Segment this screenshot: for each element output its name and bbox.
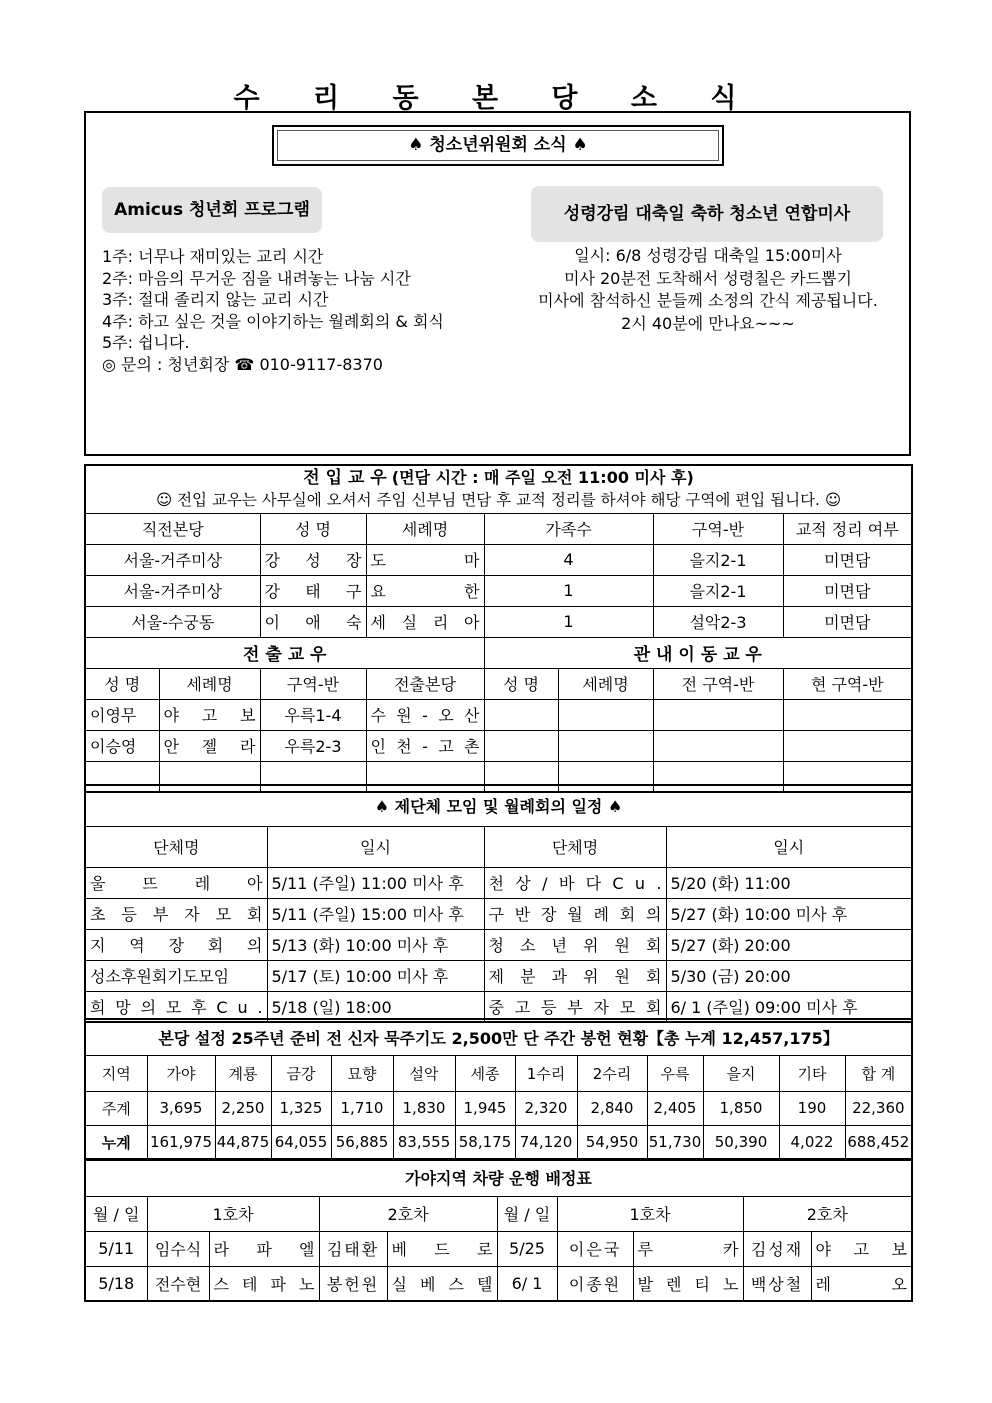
- header-cell: 일시: [666, 826, 912, 867]
- table-row: [85, 1231, 912, 1266]
- cell: 천 상 / 바 다 C u .: [484, 867, 666, 898]
- cell: 6/ 1: [497, 1266, 557, 1301]
- cell: 중 고 등 부 자 모 회: [484, 991, 666, 1022]
- cell: 레 오: [811, 1266, 912, 1301]
- cell: 안 젤 라: [159, 730, 260, 761]
- cell: 2,250: [215, 1091, 271, 1125]
- mass-title: 성령강림 대축일 축하 청소년 연합미사: [531, 186, 883, 242]
- cell: 요 한: [366, 575, 484, 606]
- cell: 22,360: [845, 1091, 912, 1125]
- cell: 야 고 보: [811, 1231, 912, 1266]
- cell: 루 카: [633, 1231, 743, 1266]
- cell: [484, 730, 558, 761]
- cell: 1,850: [703, 1091, 779, 1125]
- youth-news-box: [84, 111, 911, 456]
- vehicle-table: [84, 1158, 913, 1302]
- rosary-table: [84, 1018, 913, 1161]
- cell: 계룡: [215, 1055, 271, 1091]
- cell: 1,945: [455, 1091, 515, 1125]
- cell: 이영무: [85, 699, 159, 730]
- header-cell: 2호차: [743, 1196, 912, 1231]
- cell: 서울-수궁동: [85, 606, 260, 637]
- table-row: [85, 575, 912, 606]
- cell: 을지: [703, 1055, 779, 1091]
- cell: 1,325: [271, 1091, 331, 1125]
- cell: 김성재: [743, 1231, 811, 1266]
- cell: 6/ 1 (주일) 09:00 미사 후: [666, 991, 912, 1022]
- meetings-table: [84, 784, 913, 1023]
- header-cell: 일시: [267, 826, 484, 867]
- header-cell: 세례명: [366, 513, 484, 544]
- cell: 설악2-3: [653, 606, 783, 637]
- cell: 백상철: [743, 1266, 811, 1301]
- table-row: [85, 730, 912, 761]
- cell: 우륵1-4: [260, 699, 366, 730]
- list-item: 미사에 참석하신 분들께 소정의 간식 제공됩니다.: [538, 291, 878, 310]
- cell: 야 고 보: [159, 699, 260, 730]
- cell: 발 렌 티 노: [633, 1266, 743, 1301]
- cell: 가야: [147, 1055, 215, 1091]
- cell: 5/25: [497, 1231, 557, 1266]
- cell: 강 태 구: [260, 575, 366, 606]
- row-label: 주계: [85, 1091, 147, 1125]
- list-item: 미사 20분전 도착해서 성령칠은 카드뽑기: [564, 268, 852, 288]
- header-cell: 직전본당: [85, 513, 260, 544]
- cell: 김태환: [319, 1231, 387, 1266]
- list-item: 4주: 하고 싶은 것을 이야기하는 월례회의 & 회식: [102, 311, 444, 331]
- cell: 도 마: [366, 544, 484, 575]
- cell: 64,055: [271, 1125, 331, 1160]
- cell: 강 성 장: [260, 544, 366, 575]
- cell: 성소후원회기도모임: [85, 960, 267, 991]
- cell: 울 뜨 레 아: [85, 867, 267, 898]
- header-cell: 전출본당: [366, 668, 484, 699]
- cell: 4: [484, 544, 653, 575]
- amicus-title: Amicus 청년회 프로그램: [102, 187, 322, 233]
- cell: 청 소 년 위 원 회: [484, 929, 666, 960]
- cell: [783, 699, 912, 730]
- header-cell: 성 명: [484, 668, 558, 699]
- cell: 서울-거주미상: [85, 575, 260, 606]
- transfer-out-title: 전 출 교 우: [85, 637, 484, 668]
- cell: 이 애 숙: [260, 606, 366, 637]
- cell: 1: [484, 606, 653, 637]
- cell: 74,120: [515, 1125, 577, 1160]
- cell: 83,555: [393, 1125, 455, 1160]
- cell: 을지2-1: [653, 575, 783, 606]
- cell: 우륵2-3: [260, 730, 366, 761]
- cell: 1,830: [393, 1091, 455, 1125]
- cell: 우륵: [647, 1055, 703, 1091]
- cell: 미면담: [783, 606, 912, 637]
- list-item: 1주: 너무나 재미있는 교리 시간: [102, 247, 324, 266]
- cell: 봉헌원: [319, 1266, 387, 1301]
- cell: 세종: [455, 1055, 515, 1091]
- cell: 을지2-1: [653, 544, 783, 575]
- cell: 5/11 (주일) 11:00 미사 후: [267, 867, 484, 898]
- header-cell: 2호차: [319, 1196, 497, 1231]
- cell: [484, 699, 558, 730]
- rosary-title: 본당 설정 25주년 준비 전 신자 묵주기도 2,500만 단 주간 봉헌 현황【총 누계 12,457,175】: [85, 1019, 912, 1055]
- cell: 구 반 장 월 례 회 의: [484, 898, 666, 929]
- table-row: [85, 929, 912, 960]
- transfer-table: [84, 464, 913, 793]
- cell: 설악: [393, 1055, 455, 1091]
- cell: 5/13 (화) 10:00 미사 후: [267, 929, 484, 960]
- cell: [558, 730, 653, 761]
- table-row: [85, 867, 912, 898]
- cell: 수 원 - 오 산: [366, 699, 484, 730]
- page-title: 수 리 동 본 당 소 식: [233, 83, 759, 114]
- header-cell: 세례명: [159, 668, 260, 699]
- cell: 미면담: [783, 544, 912, 575]
- cell: 3,695: [147, 1091, 215, 1125]
- cell: [783, 730, 912, 761]
- cell: 56,885: [331, 1125, 393, 1160]
- youth-banner: ♠ 청소년위원회 소식 ♠: [272, 125, 724, 166]
- transfer-in-title: 전 입 교 우: [303, 468, 387, 489]
- cell: 5/18: [85, 1266, 147, 1301]
- transfer-in-notice: ☺ 전입 교우는 사무실에 오셔서 주임 신부님 면담 후 교적 정리를 하셔야 해당 구역에 편입 됩니다. ☺: [156, 491, 842, 510]
- cell: 인 천 - 고 촌: [366, 730, 484, 761]
- row-label: 누계: [85, 1125, 147, 1160]
- cell: 라 파 엘: [209, 1231, 319, 1266]
- header-cell: 구역-반: [260, 668, 366, 699]
- cell: 1: [484, 575, 653, 606]
- header-cell: 교적 정리 여부: [783, 513, 912, 544]
- cell: 50,390: [703, 1125, 779, 1160]
- cell: 58,175: [455, 1125, 515, 1160]
- cell: 51,730: [647, 1125, 703, 1160]
- list-item: 일시: 6/8 성령강림 대축일 15:00미사: [574, 246, 842, 265]
- cell: 지 역 장 회 의: [85, 929, 267, 960]
- cell: 이승영: [85, 730, 159, 761]
- list-item: 2시 40분에 만나요~~~: [621, 313, 795, 333]
- cell: 2수리: [577, 1055, 647, 1091]
- cell: 1수리: [515, 1055, 577, 1091]
- cell: 5/11 (주일) 15:00 미사 후: [267, 898, 484, 929]
- transfer-in-note: (면담 시간 : 매 주일 오전 11:00 미사 후): [391, 468, 694, 488]
- list-item: 5주: 쉽니다.: [102, 333, 190, 352]
- cell: 미면담: [783, 575, 912, 606]
- list-item: 3주: 절대 졸리지 않는 교리 시간: [102, 290, 329, 309]
- header-cell: 현 구역-반: [783, 668, 912, 699]
- cell: 이종원: [557, 1266, 633, 1301]
- header-cell: 세례명: [558, 668, 653, 699]
- cell: 4,022: [779, 1125, 845, 1160]
- cell: 제 분 과 위 원 회: [484, 960, 666, 991]
- cell: 서울-거주미상: [85, 544, 260, 575]
- header-cell: 성 명: [85, 668, 159, 699]
- cell: 스 테 파 노: [209, 1266, 319, 1301]
- cell: 전수현: [147, 1266, 209, 1301]
- table-row: [85, 544, 912, 575]
- table-row: [85, 898, 912, 929]
- header-cell: 1호차: [147, 1196, 319, 1231]
- cell: 합 계: [845, 1055, 912, 1091]
- cell: [558, 699, 653, 730]
- cell: 1,710: [331, 1091, 393, 1125]
- cell: 688,452: [845, 1125, 912, 1160]
- header-cell: 구역-반: [653, 513, 783, 544]
- table-row: [85, 606, 912, 637]
- contact-line: ◎ 문의 : 청년회장 ☎ 010-9117-8370: [102, 354, 383, 374]
- cell: 161,975: [147, 1125, 215, 1160]
- cell: 5/18 (일) 18:00: [267, 991, 484, 1022]
- cell: 2,320: [515, 1091, 577, 1125]
- cell: 5/17 (토) 10:00 미사 후: [267, 960, 484, 991]
- cell: [653, 699, 783, 730]
- header-cell: 월 / 일: [85, 1196, 147, 1231]
- header-cell: 단체명: [484, 826, 666, 867]
- cell: 2,405: [647, 1091, 703, 1125]
- header-cell: 1호차: [557, 1196, 743, 1231]
- cell: 5/11: [85, 1231, 147, 1266]
- header-cell: 성 명: [260, 513, 366, 544]
- header-cell: 전 구역-반: [653, 668, 783, 699]
- cell: 금강: [271, 1055, 331, 1091]
- cell: 희 망 의 모 후 C u .: [85, 991, 267, 1022]
- cell: 44,875: [215, 1125, 271, 1160]
- cell: 이은국: [557, 1231, 633, 1266]
- cell: 임수식: [147, 1231, 209, 1266]
- cell: 2,840: [577, 1091, 647, 1125]
- meetings-title: ♠ 제단체 모임 및 월례회의 일정 ♠: [85, 785, 912, 826]
- row-label: 지역: [85, 1055, 147, 1091]
- cell: 묘향: [331, 1055, 393, 1091]
- cell: 5/20 (화) 11:00: [666, 867, 912, 898]
- cell: 초 등 부 자 모 회: [85, 898, 267, 929]
- cell: 5/27 (화) 20:00: [666, 929, 912, 960]
- header-cell: 월 / 일: [497, 1196, 557, 1231]
- cell: 54,950: [577, 1125, 647, 1160]
- cell: 세 실 리 아: [366, 606, 484, 637]
- mass-info: [506, 245, 910, 335]
- cell: 5/27 (화) 10:00 미사 후: [666, 898, 912, 929]
- table-row: [85, 699, 912, 730]
- transfer-in-header: [85, 465, 912, 513]
- cell: 5/30 (금) 20:00: [666, 960, 912, 991]
- amicus-program-list: [102, 246, 444, 375]
- cell: [653, 730, 783, 761]
- table-row: [85, 1266, 912, 1301]
- cell: 기타: [779, 1055, 845, 1091]
- internal-move-title: 관 내 이 동 교 우: [484, 637, 912, 668]
- vehicle-title: 가야지역 차량 운행 배정표: [85, 1159, 912, 1196]
- cell: 190: [779, 1091, 845, 1125]
- table-row: [85, 960, 912, 991]
- list-item: 2주: 마음의 무거운 짐을 내려놓는 나눔 시간: [102, 268, 411, 288]
- header-cell: 가족수: [484, 513, 653, 544]
- cell: 베 드 로: [387, 1231, 497, 1266]
- header-cell: 단체명: [85, 826, 267, 867]
- cell: 실 베 스 텔: [387, 1266, 497, 1301]
